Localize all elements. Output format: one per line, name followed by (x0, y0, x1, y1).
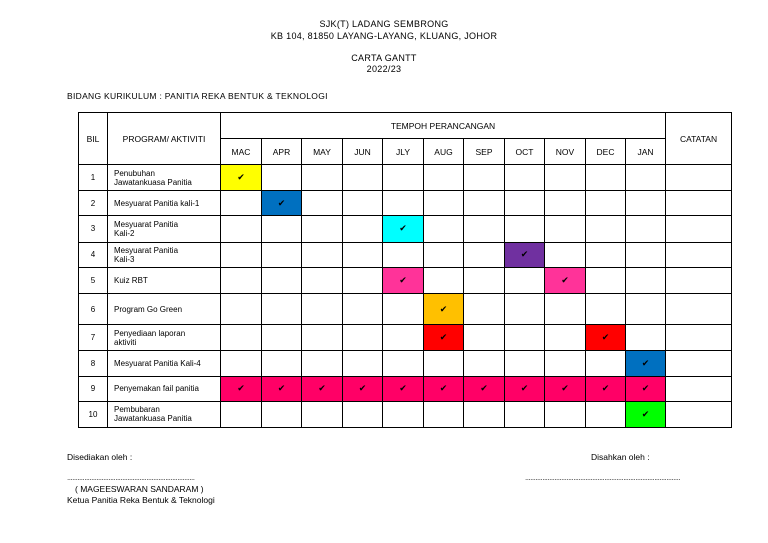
month-jan: JAN (626, 139, 666, 165)
check-icon: ✔ (277, 383, 286, 394)
cell-jun (343, 325, 383, 351)
cell-mac (221, 191, 262, 216)
table-row (79, 242, 732, 267)
cell-jan (626, 267, 666, 293)
row-program (108, 191, 221, 216)
cell-oct (505, 325, 545, 351)
cell-dec (586, 242, 626, 267)
gantt-table (78, 112, 732, 428)
cell-jan (626, 216, 666, 242)
table-row (79, 216, 732, 242)
month-aug: AUG (424, 139, 464, 165)
cell-catatan (666, 401, 732, 427)
cell-jly (383, 165, 424, 191)
cell-mac (221, 376, 262, 401)
cell-dec (586, 293, 626, 324)
check-icon: ✔ (641, 408, 650, 419)
check-icon: ✔ (641, 357, 650, 368)
program-line: Pembubaran (114, 405, 160, 415)
check-icon: ✔ (399, 274, 407, 285)
row-program (108, 242, 221, 267)
month-mac: MAC (221, 139, 262, 165)
cell-jan (626, 165, 666, 191)
check-icon: ✔ (277, 197, 286, 208)
row-program (108, 267, 221, 293)
cell-oct (505, 242, 545, 267)
cell-jun (343, 267, 383, 293)
cell-jly (383, 351, 424, 376)
cell-apr (262, 216, 302, 242)
check-icon: ✔ (561, 274, 569, 285)
disahkan-label: Disahkan oleh : (591, 452, 650, 462)
cell-sep (464, 191, 505, 216)
bidang-kurikulum: BIDANG KURIKULUM : PANITIA REKA BENTUK & TEKNOLOGI (67, 91, 328, 101)
cell-nov (545, 191, 586, 216)
document-year: 2022/23 (366, 64, 402, 74)
month-jly: JLY (383, 139, 424, 165)
check-icon: ✔ (641, 383, 650, 394)
row-program (108, 325, 221, 351)
cell-jly (383, 191, 424, 216)
cell-catatan (666, 325, 732, 351)
cell-nov (545, 376, 586, 401)
program-line: Mesyuarat Panitia kali-1 (114, 198, 200, 208)
cell-may (302, 293, 343, 324)
cell-apr (262, 401, 302, 427)
month-nov: NOV (545, 139, 586, 165)
month-oct: OCT (505, 139, 545, 165)
cell-jan (626, 191, 666, 216)
cell-dec (586, 401, 626, 427)
month-jun: JUN (343, 139, 383, 165)
program-line: Kali-2 (114, 228, 135, 238)
cell-mac (221, 165, 262, 191)
cell-sep (464, 242, 505, 267)
check-icon: ✔ (480, 383, 488, 394)
row-bil: 7 (79, 325, 108, 351)
cell-nov (545, 216, 586, 242)
table-row (79, 293, 732, 324)
month-may: MAY (302, 139, 343, 165)
row-program (108, 165, 221, 191)
cell-may (302, 242, 343, 267)
check-icon: ✔ (399, 223, 407, 234)
row-bil: 8 (79, 351, 108, 376)
cell-jun (343, 401, 383, 427)
document-title: CARTA GANTT (351, 53, 417, 63)
cell-oct (505, 401, 545, 427)
cell-sep (464, 401, 505, 427)
cell-aug (424, 267, 464, 293)
cell-sep (464, 325, 505, 351)
cell-jan (626, 351, 666, 376)
row-bil: 10 (79, 401, 108, 427)
cell-catatan (666, 191, 732, 216)
check-icon: ✔ (439, 383, 448, 394)
cell-jun (343, 216, 383, 242)
cell-oct (505, 293, 545, 324)
table-row (79, 401, 732, 427)
cell-mac (221, 325, 262, 351)
program-line: Kuiz RBT (114, 275, 148, 285)
row-bil: 5 (79, 267, 108, 293)
cell-jan (626, 376, 666, 401)
row-bil: 2 (79, 191, 108, 216)
month-apr: APR (262, 139, 302, 165)
row-bil: 3 (79, 216, 108, 242)
row-program (108, 216, 221, 242)
cell-nov (545, 351, 586, 376)
cell-jan (626, 293, 666, 324)
cell-jly (383, 376, 424, 401)
cell-nov (545, 325, 586, 351)
cell-sep (464, 216, 505, 242)
check-icon: ✔ (439, 332, 448, 343)
cell-apr (262, 191, 302, 216)
program-line: Mesyuarat Panitia (114, 219, 179, 229)
header-tempoh: TEMPOH PERANCANGAN (221, 113, 666, 139)
table-row (79, 325, 732, 351)
cell-dec (586, 351, 626, 376)
cell-dec (586, 376, 626, 401)
row-program (108, 351, 221, 376)
cell-jly (383, 401, 424, 427)
header-program: PROGRAM/ AKTIVITI (108, 113, 221, 165)
cell-aug (424, 165, 464, 191)
signature-line-left: .......................................................................... (67, 473, 195, 482)
row-bil: 1 (79, 165, 108, 191)
cell-nov (545, 401, 586, 427)
cell-may (302, 216, 343, 242)
check-icon: ✔ (601, 383, 610, 394)
cell-aug (424, 325, 464, 351)
cell-apr (262, 325, 302, 351)
cell-apr (262, 242, 302, 267)
cell-catatan (666, 216, 732, 242)
cell-may (302, 376, 343, 401)
cell-apr (262, 267, 302, 293)
cell-aug (424, 216, 464, 242)
signature-line-right: .......................................................................................... (525, 473, 681, 482)
cell-aug (424, 191, 464, 216)
cell-may (302, 165, 343, 191)
cell-oct (505, 216, 545, 242)
program-line: Penubuhan (114, 168, 155, 178)
program-line: Jawatankuasa Panitia (114, 177, 192, 187)
cell-sep (464, 165, 505, 191)
table-row (79, 267, 732, 293)
cell-dec (586, 216, 626, 242)
header-bil: BIL (79, 113, 108, 165)
cell-sep (464, 293, 505, 324)
cell-aug (424, 351, 464, 376)
row-program (108, 293, 221, 324)
month-dec: DEC (586, 139, 626, 165)
cell-dec (586, 165, 626, 191)
cell-nov (545, 293, 586, 324)
cell-oct (505, 351, 545, 376)
check-icon: ✔ (439, 303, 448, 314)
cell-mac (221, 216, 262, 242)
cell-jly (383, 242, 424, 267)
program-line: Kali-3 (114, 254, 135, 264)
check-icon: ✔ (237, 383, 245, 394)
program-line: Mesyuarat Panitia (114, 245, 179, 255)
cell-oct (505, 267, 545, 293)
cell-may (302, 191, 343, 216)
cell-mac (221, 401, 262, 427)
signatory-position: Ketua Panitia Reka Bentuk & Teknologi (67, 495, 215, 505)
cell-apr (262, 293, 302, 324)
cell-may (302, 401, 343, 427)
cell-nov (545, 165, 586, 191)
check-icon: ✔ (520, 249, 529, 260)
cell-catatan (666, 267, 732, 293)
signatory-name: ( MAGEESWARAN SANDARAM ) (75, 484, 204, 494)
cell-jun (343, 376, 383, 401)
cell-jun (343, 351, 383, 376)
cell-jan (626, 242, 666, 267)
cell-mac (221, 293, 262, 324)
cell-may (302, 351, 343, 376)
table-row (79, 191, 732, 216)
cell-catatan (666, 293, 732, 324)
program-line: Penyediaan laporan (114, 328, 186, 338)
cell-aug (424, 376, 464, 401)
check-icon: ✔ (399, 383, 407, 394)
disediakan-label: Disediakan oleh : (67, 452, 133, 462)
program-line: Jawatankuasa Panitia (114, 414, 192, 424)
row-program (108, 401, 221, 427)
cell-jun (343, 293, 383, 324)
cell-jan (626, 401, 666, 427)
check-icon: ✔ (561, 383, 569, 394)
cell-nov (545, 267, 586, 293)
cell-mac (221, 242, 262, 267)
cell-jun (343, 191, 383, 216)
cell-jly (383, 267, 424, 293)
school-name: SJK(T) LADANG SEMBRONG (319, 19, 449, 29)
program-line: Penyemakan fail panitia (114, 384, 199, 394)
row-bil: 4 (79, 242, 108, 267)
month-sep: SEP (464, 139, 505, 165)
row-program (108, 376, 221, 401)
program-line: aktiviti (114, 337, 137, 347)
cell-jly (383, 216, 424, 242)
cell-may (302, 325, 343, 351)
cell-mac (221, 351, 262, 376)
cell-sep (464, 351, 505, 376)
cell-dec (586, 191, 626, 216)
cell-nov (545, 242, 586, 267)
cell-catatan (666, 165, 732, 191)
check-icon: ✔ (601, 332, 610, 343)
program-line: Mesyuarat Panitia Kali-4 (114, 358, 201, 368)
cell-apr (262, 376, 302, 401)
table-row (79, 376, 732, 401)
check-icon: ✔ (237, 172, 245, 183)
cell-dec (586, 325, 626, 351)
school-address: KB 104, 81850 LAYANG-LAYANG, KLUANG, JOHOR (270, 31, 498, 41)
check-icon: ✔ (358, 383, 367, 394)
header-catatan: CATATAN (666, 113, 732, 165)
cell-catatan (666, 242, 732, 267)
cell-aug (424, 293, 464, 324)
cell-dec (586, 267, 626, 293)
cell-jan (626, 325, 666, 351)
cell-catatan (666, 351, 732, 376)
cell-jly (383, 325, 424, 351)
cell-sep (464, 376, 505, 401)
check-icon: ✔ (318, 383, 326, 394)
cell-oct (505, 376, 545, 401)
row-bil: 9 (79, 376, 108, 401)
cell-may (302, 267, 343, 293)
cell-sep (464, 267, 505, 293)
cell-jly (383, 293, 424, 324)
cell-jun (343, 165, 383, 191)
cell-apr (262, 351, 302, 376)
cell-catatan (666, 376, 732, 401)
cell-apr (262, 165, 302, 191)
cell-mac (221, 267, 262, 293)
cell-jun (343, 242, 383, 267)
check-icon: ✔ (520, 383, 529, 394)
table-row (79, 351, 732, 376)
cell-oct (505, 191, 545, 216)
table-row (79, 165, 732, 191)
cell-aug (424, 401, 464, 427)
cell-oct (505, 165, 545, 191)
program-line: Program Go Green (114, 304, 183, 314)
cell-aug (424, 242, 464, 267)
row-bil: 6 (79, 293, 108, 324)
